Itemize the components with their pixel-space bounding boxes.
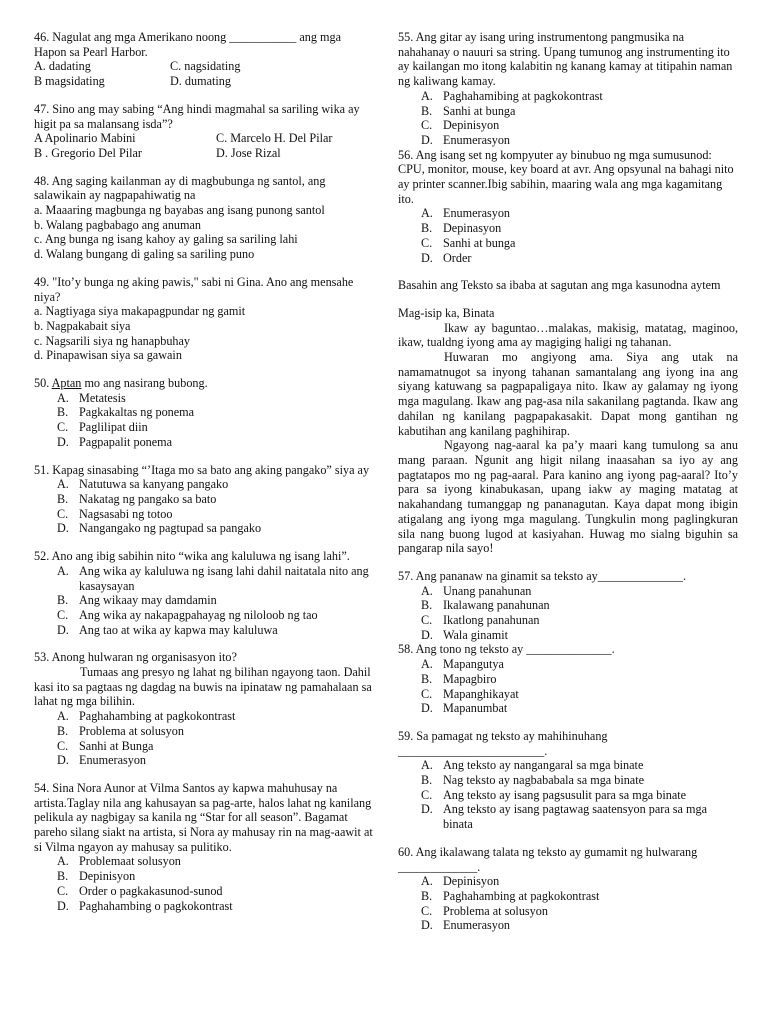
question-55 bbox=[398, 30, 738, 148]
option-59-c[interactable]: C. Ang teksto ay isang pagsusulit para sa mga binate bbox=[421, 787, 687, 802]
option-52-b[interactable]: B. Ang wikaay may damdamin bbox=[57, 593, 217, 608]
option-57-d[interactable]: D. Wala ginamit bbox=[421, 627, 509, 642]
question-52-options bbox=[34, 564, 374, 638]
question-58-options bbox=[398, 657, 738, 716]
option-57-a[interactable]: A. Unang panahunan bbox=[421, 583, 532, 598]
question-46-options bbox=[34, 59, 374, 88]
option-49-a[interactable]: a. Nagtiyaga siya makapagpundar ng gamit bbox=[34, 304, 246, 319]
option-53-a[interactable]: A. Paghahambing at pagkokontrast bbox=[57, 709, 236, 724]
question-58 bbox=[398, 642, 738, 716]
option-51-a[interactable]: A. Natutuwa sa kanyang pangako bbox=[57, 477, 229, 492]
question-52 bbox=[34, 549, 374, 637]
question-48-text: 48. Ang saging kailanman ay di magbubunga ng santol, ang salawikain ay nagpapahiwatig na bbox=[34, 173, 326, 203]
question-49-text: 49. "Ito’y bunga ng aking pawis," sabi ni Gina. Ano ang mensahe niya? bbox=[34, 274, 354, 304]
option-56-b[interactable]: B. Depinasyon bbox=[421, 221, 502, 236]
option-49-b[interactable]: b. Nagpakabait siya bbox=[34, 318, 131, 333]
option-52-c[interactable]: C. Ang wika ay nakapagpahayag ng niloloob ng tao bbox=[57, 607, 318, 622]
option-55-a[interactable]: A. Paghahamibing at pagkokontrast bbox=[421, 88, 603, 103]
reading-title: Mag-isip ka, Binata bbox=[398, 305, 495, 320]
question-56-options bbox=[398, 206, 738, 265]
question-60-options bbox=[398, 874, 738, 933]
option-58-b[interactable]: B. Mapagbiro bbox=[421, 671, 497, 686]
question-47-text: 47. Sino ang may sabing “Ang hindi magmahal sa sariling wika ay higit pa sa malansang isda”? bbox=[34, 101, 360, 131]
question-53-options bbox=[34, 709, 374, 768]
option-51-b[interactable]: B. Nakatag ng pangako sa bato bbox=[57, 491, 217, 506]
option-47-a[interactable]: A Apolinario Mabini bbox=[34, 131, 136, 146]
question-59 bbox=[398, 729, 738, 832]
question-55-text: 55. Ang gitar ay isang uring instrumentong pangmusika na nahahanay o nauuri sa string. Upang tumunog ang instrumenting ito ay kailangan mo itong kalabitin ng kanang kamay at titipahin naman ng kaliwang kamay. bbox=[398, 30, 733, 89]
right-column bbox=[398, 30, 738, 933]
question-53-passage: Tumaas ang presyo ng lahat ng bilihan ngayong taon. Dahil kasi ito sa pagtaas ng dagdag na buwis na ipinataw ng pamahalaan sa lahat ng mga bilihin. bbox=[34, 665, 372, 709]
option-51-d[interactable]: D. Nangangako ng pagtupad sa pangako bbox=[57, 521, 262, 536]
question-59-text: 59. Sa pamagat ng teksto ay mahihinuhang ________________________. bbox=[398, 728, 608, 758]
option-56-a[interactable]: A. Enumerasyon bbox=[421, 206, 511, 221]
option-50-b[interactable]: B. Pagkakaltas ng ponema bbox=[57, 405, 195, 420]
option-47-b[interactable]: B . Gregorio Del Pilar bbox=[34, 145, 142, 160]
question-50-options bbox=[34, 391, 374, 450]
option-60-b[interactable]: B. Paghahambing at pagkokontrast bbox=[421, 888, 600, 903]
question-54 bbox=[34, 781, 374, 913]
question-50 bbox=[34, 376, 374, 450]
option-59-d[interactable]: D. Ang teksto ay isang pagtawag saatensyon para sa mga binata bbox=[421, 802, 707, 832]
question-50-text bbox=[34, 376, 374, 391]
option-48-d[interactable]: d. Walang bungang di galing sa sariling puno bbox=[34, 247, 255, 262]
question-50-rest: mo ang nasirang bubong. bbox=[81, 376, 208, 391]
option-57-b[interactable]: B. Ikalawang panahunan bbox=[421, 598, 550, 613]
question-57-options bbox=[398, 584, 738, 643]
question-47 bbox=[34, 102, 374, 161]
option-55-c[interactable]: C. Depinisyon bbox=[421, 118, 500, 133]
option-58-a[interactable]: A. Mapangutya bbox=[421, 657, 504, 672]
option-56-d[interactable]: D. Order bbox=[421, 250, 472, 265]
question-60-text: 60. Ang ikalawang talata ng teksto ay gumamit ng hulwarang _____________. bbox=[398, 844, 698, 874]
option-54-a[interactable]: A. Problemaat solusyon bbox=[57, 854, 181, 869]
option-46-d[interactable]: D. dumating bbox=[170, 74, 231, 89]
option-51-c[interactable]: C. Nagsasabi ng totoo bbox=[57, 506, 173, 521]
left-column bbox=[34, 30, 374, 913]
option-60-d[interactable]: D. Enumerasyon bbox=[421, 918, 511, 933]
option-55-b[interactable]: B. Sanhi at bunga bbox=[421, 103, 516, 118]
question-46-text: 46. Nagulat ang mga Amerikano noong ___________ ang mga Hapon sa Pearl Harbor. bbox=[34, 30, 342, 59]
question-53 bbox=[34, 650, 374, 768]
option-58-d[interactable]: D. Mapanumbat bbox=[421, 701, 508, 716]
option-53-d[interactable]: D. Enumerasyon bbox=[57, 753, 147, 768]
reading-paragraph-3: Ngayong nag-aaral ka pa’y maari kang tumulong sa anu mang paraan. Ngunit ang higit nilang inaasahan sa iyo ay ang pagtatapos mo ng pag-aaral. Para kanino ang iyong pag-aaral? Ito’y para sa iyong kinabukasan, upang iakw ay maging matatag at nakahandang tumanggap ng pananagutan. Kaya dapat mong ibigin atigalang ang iyong mga magulang. Tungkulin mong paglingkuran sila nang buong lugod at kasiyahan. Huwag mo sialng biguhin sa pangarap nila sayo! bbox=[398, 438, 738, 556]
question-53-text: 53. Anong hulwaran ng organisasyon ito? bbox=[34, 650, 237, 665]
option-56-c[interactable]: C. Sanhi at bunga bbox=[421, 235, 516, 250]
option-52-a[interactable]: A. Ang wika ay kaluluwa ng isang lahi dahil naitatala nito ang kasaysayan bbox=[57, 563, 369, 593]
question-54-text: 54. Sina Nora Aunor at Vilma Santos ay kapwa mahuhusay na artista.Taglay nila ang kahusayan sa pag-arte, halos lahat ng kanilang pelikula ay nagbigay sa kanila ng “Star for all season”. Bagamat pareho silang siakt na artista, si Nora ay mahusay rin na mag-aawit at si Vilma ngayon ay mahusay sa pulitiko. bbox=[34, 780, 373, 854]
option-47-c[interactable]: C. Marcelo H. Del Pilar bbox=[216, 131, 333, 146]
reading-paragraph-1: Ikaw ay baguntao…malakas, makisig, matatag, maginoo, ikaw, tualdng iyong ama ay magiging haligi ng tahanan. bbox=[398, 320, 738, 350]
option-59-b[interactable]: B. Nag teksto ay nagbababala sa mga binate bbox=[421, 773, 645, 788]
option-60-c[interactable]: C. Problema at solusyon bbox=[421, 903, 548, 918]
option-49-d[interactable]: d. Pinapawisan siya sa gawain bbox=[34, 348, 182, 363]
question-57-text: 57. Ang pananaw na ginamit sa teksto ay______________. bbox=[398, 568, 687, 583]
option-54-d[interactable]: D. Paghahambing o pagkokontrast bbox=[57, 898, 233, 913]
reading-paragraph-2: Huwaran mo angiyong ama. Siya ang utak na namamatnugot sa inyong tahanan samantalang ang iyong ina ang siyang katuwang sa pagpapaligaya nito. Ikaw ay galamay ng iyong mga magulang. Ikaw ang pag-asa nila sakanilang pagtanda. Ikaw ang dahilan ng kanilang pagpapakasakit. Dapat mong gantihan ng kabutihan ang kanilang paghihirap. bbox=[398, 350, 738, 438]
question-51-options bbox=[34, 477, 374, 536]
option-46-a[interactable]: A. dadating bbox=[34, 59, 91, 74]
option-55-d[interactable]: D. Enumerasyon bbox=[421, 132, 511, 147]
option-54-b[interactable]: B. Depinisyon bbox=[57, 869, 136, 884]
reading-passage bbox=[398, 306, 738, 556]
question-50-keyword: Aptan bbox=[51, 376, 82, 391]
question-48 bbox=[34, 174, 374, 262]
reading-instruction: Basahin ang Teksto sa ibaba at sagutan ang mga kasunodna aytem bbox=[398, 278, 721, 293]
option-48-c[interactable]: c. Ang bunga ng isang kahoy ay galing sa sariling lahi bbox=[34, 232, 298, 247]
question-58-text: 58. Ang tono ng teksto ay ______________. bbox=[398, 642, 615, 657]
question-52-text: 52. Ano ang ibig sabihin nito “wika ang kaluluwa ng isang lahi”. bbox=[34, 549, 350, 564]
question-51 bbox=[34, 463, 374, 537]
option-46-b[interactable]: B magsidating bbox=[34, 74, 105, 89]
question-56-text: 56. Ang isang set ng kompyuter ay binubuo ng mga sumusunod: CPU, monitor, mouse, key board at avr. Ang opsyunal na bahagi nito ay printer scanner.Ibig sabihin, maaring wala ang mga kagamitang ito. bbox=[398, 147, 734, 206]
option-53-b[interactable]: B. Problema at solusyon bbox=[57, 723, 184, 738]
option-48-a[interactable]: a. Maaaring magbunga ng bayabas ang isang punong santol bbox=[34, 203, 325, 218]
option-59-a[interactable]: A. Ang teksto ay nangangaral sa mga binate bbox=[421, 758, 644, 773]
question-57 bbox=[398, 569, 738, 643]
question-55-options bbox=[398, 89, 738, 148]
question-60 bbox=[398, 845, 738, 933]
option-60-a[interactable]: A. Depinisyon bbox=[421, 874, 500, 889]
question-56 bbox=[398, 148, 738, 266]
question-49 bbox=[34, 275, 374, 363]
question-54-options bbox=[34, 854, 374, 913]
option-54-c[interactable]: C. Order o pagkakasunod-sunod bbox=[57, 883, 223, 898]
question-47-options bbox=[34, 131, 374, 160]
option-46-c[interactable]: C. nagsidating bbox=[170, 59, 241, 74]
option-50-c[interactable]: C. Paglilipat diin bbox=[57, 420, 148, 435]
question-50-number: 50. bbox=[34, 376, 52, 391]
question-46 bbox=[34, 30, 374, 89]
question-51-text: 51. Kapag sinasabing “’Itaga mo sa bato ang aking pangako” siya ay bbox=[34, 462, 370, 477]
option-47-d[interactable]: D. Jose Rizal bbox=[216, 145, 281, 160]
option-53-c[interactable]: C. Sanhi at Bunga bbox=[57, 738, 154, 753]
option-48-b[interactable]: b. Walang pagbabago ang anuman bbox=[34, 217, 201, 232]
option-52-d[interactable]: D. Ang tao at wika ay kapwa may kaluluwa bbox=[57, 622, 278, 637]
option-50-d[interactable]: D. Pagpapalit ponema bbox=[57, 434, 173, 449]
question-59-options bbox=[398, 758, 738, 832]
option-58-c[interactable]: C. Mapanghikayat bbox=[421, 686, 519, 701]
option-57-c[interactable]: C. Ikatlong panahunan bbox=[421, 613, 540, 628]
option-50-a[interactable]: A. Metatesis bbox=[57, 390, 126, 405]
option-49-c[interactable]: c. Nagsarili siya ng hanapbuhay bbox=[34, 333, 191, 348]
